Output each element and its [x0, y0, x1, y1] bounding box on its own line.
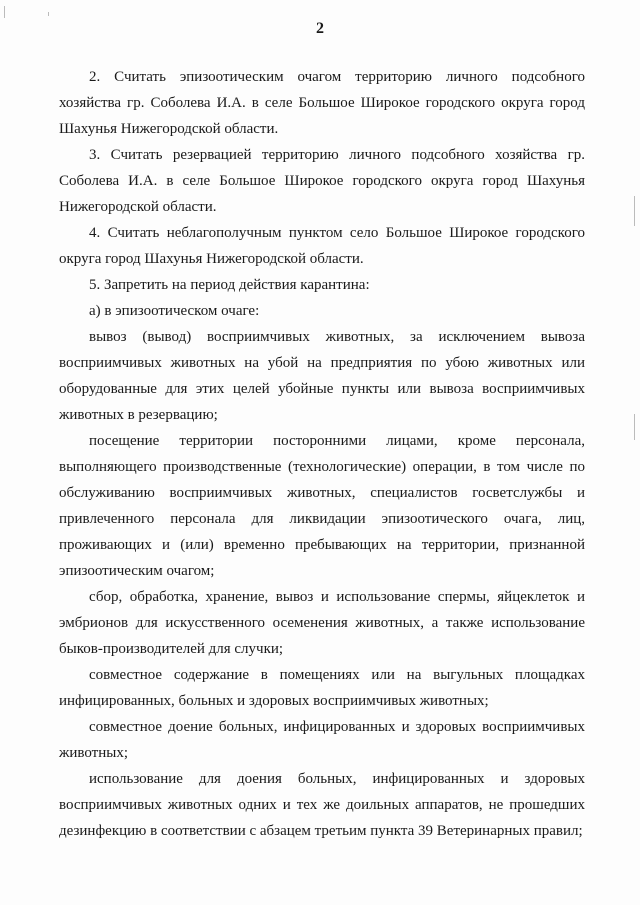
paragraph-ban-joint-keeping: совместное содержание в помещениях или на выгульных площадках инфицированных, больных и здоровых восприимчивых животных; — [59, 667, 585, 709]
paragraph-ban-sperm: сбор, обработка, хранение, вывоз и использование спермы, яйцеклеток и эмбрионов для искусственного осеменения животных, а также использование быков-производителей для случки; — [59, 589, 585, 657]
paragraph-ban-joint-milking: совместное доение больных, инфицированных и здоровых восприимчивых животных; — [59, 719, 585, 761]
scan-artifact — [634, 414, 635, 440]
scan-artifact — [634, 196, 635, 226]
paragraph-ban-visit: посещение территории посторонними лицами, кроме персонала, выполняющего производственные (технологические) операции, в том числе по обслуживанию восприимчивых животных, специалистов госветслужбы и привлеченного персонала для ликвидации эпизоотического очага, лиц, проживающих и (или) временно пребывающих на территории, признанной эпизоотическим очагом; — [59, 433, 585, 579]
document-body — [59, 64, 585, 844]
paragraph-subitem-a: а) в эпизоотическом очаге: — [89, 303, 260, 319]
paragraph-item-4: 4. Считать неблагополучным пунктом село Большое Широкое городского округа город Шахунья Нижегородской области. — [59, 225, 585, 267]
scan-artifact — [4, 6, 5, 18]
paragraph-item-5: 5. Запретить на период действия карантина: — [89, 277, 370, 293]
page-number: 2 — [316, 20, 324, 37]
paragraph-item-2: 2. Считать эпизоотическим очагом территорию личного подсобного хозяйства гр. Соболева И.А. в селе Большое Широкое городского округа город Шахунья Нижегородской области. — [59, 69, 585, 137]
paragraph-ban-milking-machines: использование для доения больных, инфицированных и здоровых восприимчивых животных одних и тех же доильных аппаратов, не прошедших дезинфекцию в соответствии с абзацем третьим пункта 39 Ветеринарных правил; — [59, 771, 585, 839]
paragraph-ban-export: вывоз (вывод) восприимчивых животных, за исключением вывоза восприимчивых животных на убой на предприятия по убою животных или оборудованные для этих целей убойные пункты или вывоза восприимчивых животных в резервацию; — [59, 329, 585, 423]
paragraph-item-3: 3. Считать резервацией территорию личного подсобного хозяйства гр. Соболева И.А. в селе Большое Широкое городского округа город Шахунья Нижегородской области. — [59, 147, 585, 215]
scan-artifact — [48, 12, 49, 16]
